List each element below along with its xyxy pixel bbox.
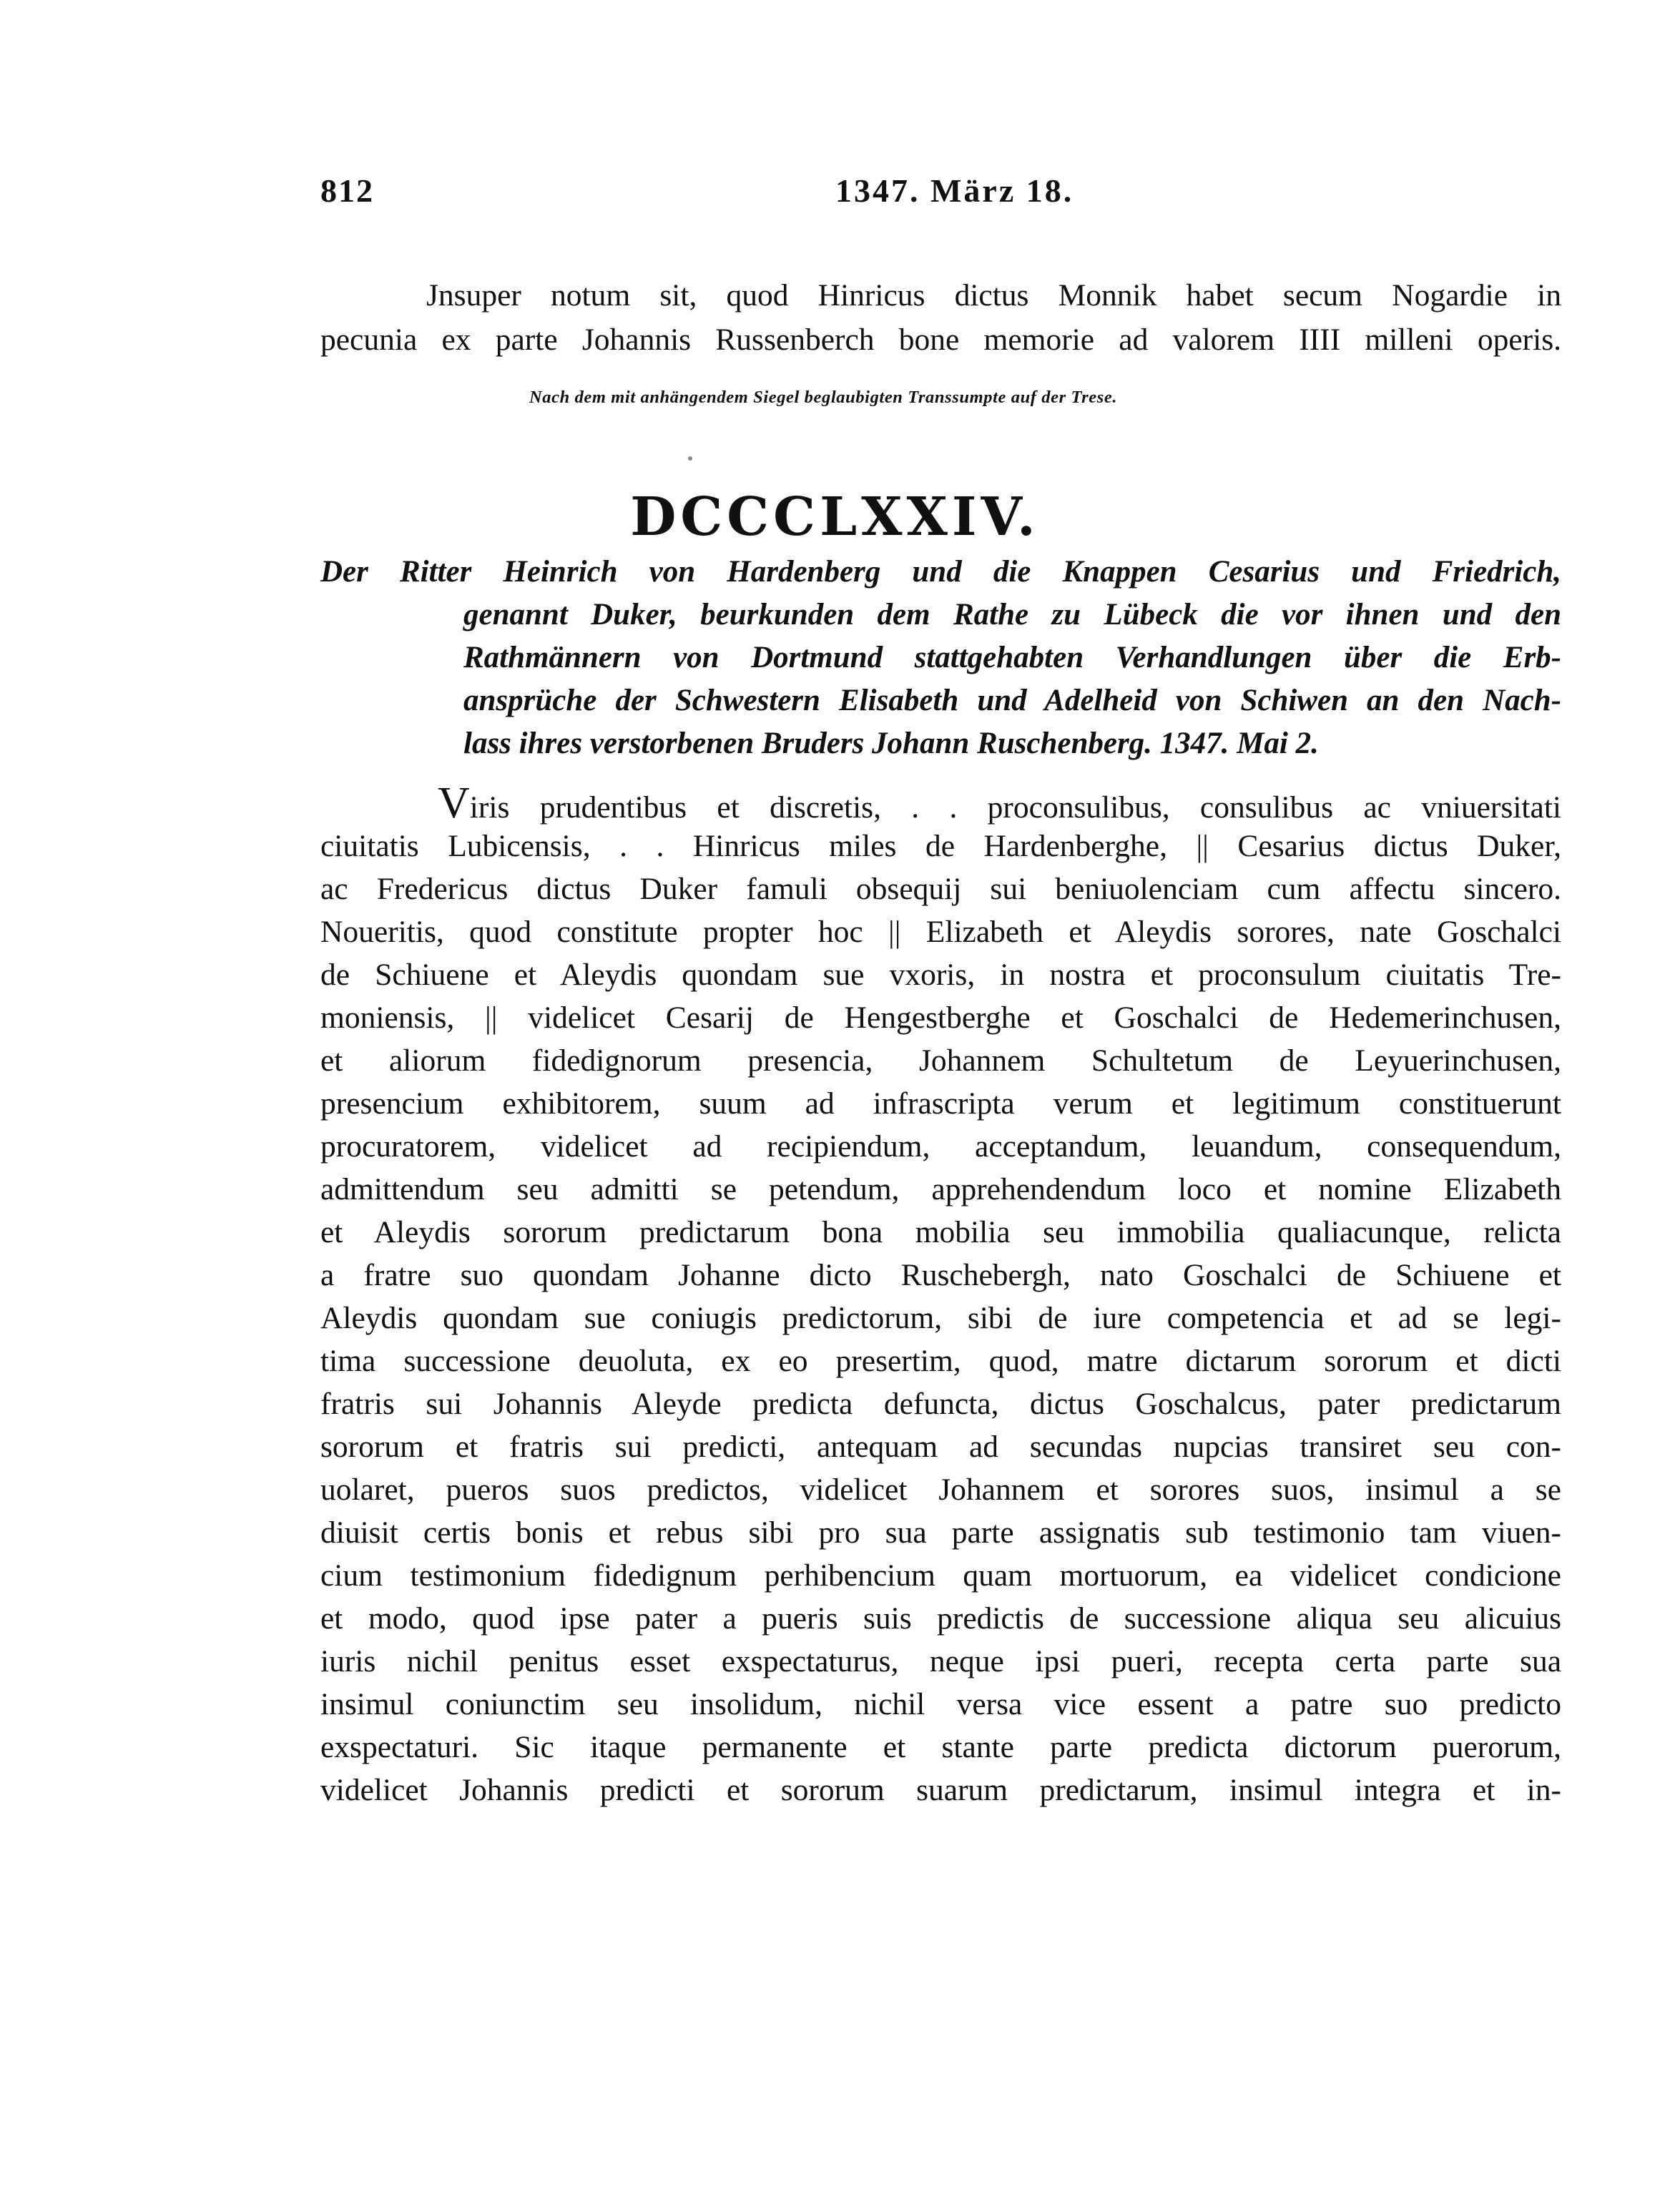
text-line: et aliorum fidedignorum presencia, Johannem Schultetum de Leyuerinchusen, — [320, 1043, 1561, 1078]
text-line: procuratorem, videlicet ad recipiendum, acceptandum, leuandum, consequendum, — [320, 1129, 1561, 1164]
text-line: moniensis, || videlicet Cesarij de Hengestberghe et Goschalci de Hedemerinchusen, — [320, 1001, 1561, 1035]
regest-line: genannt Duker, beurkunden dem Rathe zu Lübeck die vor ihnen und den — [463, 598, 1561, 631]
text-line: iuris nichil penitus esset exspectaturus, neque ipsi pueri, recepta certa parte sua — [320, 1644, 1561, 1678]
text-line: videlicet Johannis predicti et sororum suarum predictarum, insimul integra et in- — [320, 1773, 1561, 1807]
text-line: diuisit certis bonis et rebus sibi pro sua parte assignatis sub testimonio tam viuen- — [320, 1515, 1561, 1550]
text-line: presencium exhibitorem, suum ad infrascripta verum et legitimum constituerunt — [320, 1086, 1561, 1121]
text-line: sororum et fratris sui predicti, antequam ad secundas nupcias transiret seu con- — [320, 1430, 1561, 1464]
text-line: insimul coniunctim seu insolidum, nichil versa vice essent a patre suo predicto — [320, 1687, 1561, 1721]
running-date: 1347. März 18. — [835, 172, 1074, 209]
previous-document-ending — [320, 273, 1561, 362]
text-line: fratris sui Johannis Aleyde predicta defuncta, dictus Goschalcus, pater predictarum — [320, 1387, 1561, 1421]
regest-line: Der Ritter Heinrich von Hardenberg und die Knappen Cesarius und Friedrich, — [320, 555, 1561, 589]
text-line: admittendum seu admitti se petendum, apprehendendum loco et nomine Elizabeth — [320, 1172, 1561, 1206]
text-line: Jnsuper notum sit, quod Hinricus dictus Monnik habet secum Nogardie in — [426, 278, 1561, 313]
initial-letter: V — [438, 779, 470, 827]
text-line: de Schiuene et Aleydis quondam sue vxoris, in nostra et proconsulum ciuitatis Tre- — [320, 958, 1561, 992]
text-line: cium testimonium fidedignum perhibencium quam mortuorum, ea videlicet condicione — [320, 1558, 1561, 1593]
text-line: uolaret, pueros suos predictos, videlicet Johannem et sorores suos, insimul a se — [320, 1473, 1561, 1507]
text-line: Aleydis quondam sue coniugis predictorum, sibi de iure competencia et ad se legi- — [320, 1301, 1561, 1335]
regest-line: Rathmännern von Dortmund stattgehabten Verhandlungen über die Erb- — [463, 641, 1561, 674]
document-regest — [320, 551, 1561, 765]
first-line-text: iris prudentibus et discretis, . . proconsulibus, consulibus ac vniuersitati — [469, 790, 1561, 825]
text-line: Noueritis, quod constitute propter hoc || Elizabeth et Aleydis sorores, nate Goschalci — [320, 915, 1561, 949]
print-speck — [688, 456, 692, 461]
text-line: et Aleydis sororum predictarum bona mobilia seu immobilia qualiacunque, relicta — [320, 1215, 1561, 1249]
text-line: exspectaturi. Sic itaque permanente et stante parte predicta dictorum puerorum, — [320, 1730, 1561, 1764]
text-line: ciuitatis Lubicensis, . . Hinricus miles de Hardenberghe, || Cesarius dictus Duker, — [320, 829, 1561, 863]
text-line: pecunia ex parte Johannis Russenberch bone memorie ad valorem IIII milleni operis. — [320, 323, 1561, 357]
regest-line: lass ihres verstorbenen Bruders Johann Ruschenberg. 1347. Mai 2. — [463, 727, 1319, 760]
regest-line: ansprüche der Schwestern Elisabeth und Adelheid von Schiwen an den Nach- — [463, 684, 1561, 717]
page-number: 812 — [320, 172, 374, 209]
text-line: ac Fredericus dictus Duker famuli obsequij sui beniuolenciam cum affectu sincero. — [320, 872, 1561, 906]
document-number: DCCCLXXIV. — [630, 486, 1040, 548]
text-line: et modo, quod ipse pater a pueris suis predictis de successione aliqua seu alicuius — [320, 1601, 1561, 1636]
text-line: tima successione deuoluta, ex eo presertim, quod, matre dictarum sororum et dicti — [320, 1344, 1561, 1378]
document-text — [320, 779, 1561, 1812]
text-line: a fratre suo quondam Johanne dicto Ruschebergh, nato Goschalci de Schiuene et — [320, 1258, 1561, 1292]
text-line-first — [320, 779, 1561, 827]
source-note: Nach dem mit anhängendem Siegel beglaubigten Transsumpte auf der Trese. — [529, 388, 1118, 407]
running-header — [320, 172, 1561, 215]
